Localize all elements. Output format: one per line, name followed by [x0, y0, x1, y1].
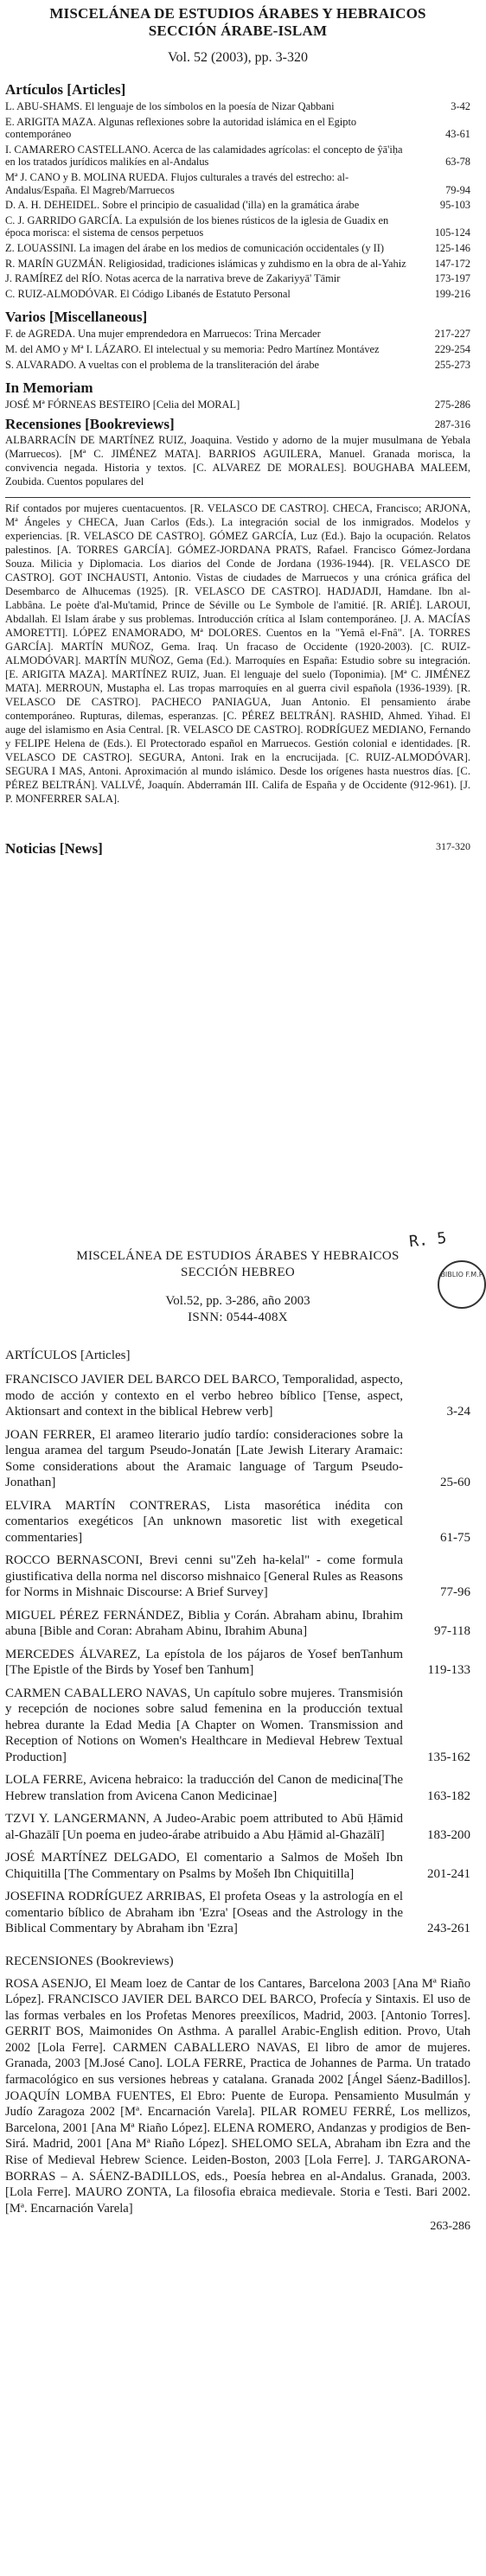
toc-entry-pages: 275-286 [434, 399, 470, 411]
toc-entry [5, 1647, 470, 1679]
toc-entry [5, 1553, 470, 1601]
articles-list [0, 100, 476, 300]
toc-entry-text: MERCEDES ÁLVAREZ, La epístola de los pájaros de Yosef benTanhum [The Epistle of the Birds by Yosef ben Tanhum] [5, 1647, 403, 1677]
issn: ISNN: 0544-408X [188, 1310, 288, 1324]
toc-entry-text: L. ABU-SHAMS. El lenguaje de los símbolos en la poesía de Nizar Qabbani [5, 100, 335, 112]
toc-entry-text: F. de AGREDA. Una mujer emprendedora en Marruecos: Trina Mercader [5, 328, 321, 341]
toc-entry-pages: 229-254 [434, 342, 470, 355]
toc-entry-text: MIGUEL PÉREZ FERNÁNDEZ, Biblia y Corán. Abraham abinu, Ibrahim abuna [Bible and Coran: Abraham Abinu, Ibrahim Abuna] [5, 1608, 403, 1638]
toc-entry [5, 100, 470, 113]
toc-entry-text: JOSÉ Mª FÓRNEAS BESTEIRO [Celia del MORAL] [5, 399, 240, 411]
handwritten-stamp: R. 5 [407, 1228, 447, 1252]
toc-entry-pages: 3-42 [451, 100, 470, 112]
toc-entry-pages: 43-61 [445, 128, 470, 141]
toc-entry-text: J. RAMÍREZ del RÍO. Notas acerca de la narrativa breve de Zakariyyā' Tāmir [5, 272, 341, 285]
toc-entry [5, 1608, 470, 1640]
toc-entry [5, 1498, 470, 1546]
toc-entry-text: JOAN FERRER, El arameo literario judío tardío: consideraciones sobre la lengua aramea del targum Pseudo-Jonatán [Late Jewish Literary Aramaic: Some considerations about the Aramaic language of Targum Pseudo-Jonathan] [5, 1427, 403, 1489]
toc-entry-text: ELVIRA MARTÍN CONTRERAS, Lista masorética inédita con comentarios exegéticos [An unknown masoretic list with exegetical commentaries] [5, 1498, 403, 1545]
toc-entry [5, 171, 470, 196]
toc-entry-pages: 183-200 [427, 1827, 470, 1842]
toc-entry-pages: 25-60 [440, 1476, 470, 1489]
articles-list [0, 1372, 476, 1937]
toc-entry-pages: 217-227 [434, 328, 470, 341]
toc-entry-text: R. MARÍN GUZMÁN. Religiosidad, tradiciones islámicas y zuhdismo en la obra de al-Yahiz [5, 257, 406, 270]
toc-entry [5, 143, 470, 169]
toc-entry [5, 1772, 470, 1804]
section-title: SECCIÓN ÁRABE-ISLAM [148, 22, 328, 39]
recensiones-header: Recensiones [Bookreviews] [5, 415, 175, 432]
toc-entry [5, 359, 470, 372]
toc-entry [5, 242, 470, 255]
recensiones-text-part1: ALBARRACÍN DE MARTÍNEZ RUIZ, Joaquina. Vestido y adorno de la mujer musulmana de Yebala (Marruecos). [Mª C. JIMÉNEZ MATA]. BARRIOS AGUILERA, Manuel. Granada morisca, la convivencia negada. Historia y textos. [C. ALVAREZ DE MORALES]. BOUGHABA MALEEM, Zoubida. Cuentos populares del [5, 434, 470, 488]
toc-entry-text: C. J. GARRIDO GARCÍA. La expulsión de los bienes rústicos de la iglesia de Guadix en época morisca: el sistema de censos perpetuos [5, 214, 389, 239]
toc-entry-pages: 199-216 [434, 287, 470, 300]
varios-list [0, 328, 476, 371]
toc-entry-text: ROCCO BERNASCONI, Brevi cenni su"Zeh ha-kelal" - come formula giustificativa della norma nel discorso mishnaico [General Rules as Reasons for Norms in Mishnaic Discourse: A Brief Survey] [5, 1553, 403, 1599]
toc-entry-pages: 173-197 [434, 272, 470, 285]
toc-entry-pages: 95-103 [439, 199, 470, 212]
toc-entry-pages: 61-75 [440, 1530, 470, 1545]
toc-entry-pages: 243-261 [427, 1922, 470, 1935]
toc-entry [5, 399, 470, 411]
toc-entry [5, 258, 470, 271]
toc-entry-pages: 79-94 [445, 183, 470, 196]
toc-entry-pages: 135-162 [427, 1750, 470, 1764]
toc-entry [5, 1372, 470, 1420]
recensiones-text: ROSA ASENJO, El Meam loez de Cantar de los Cantares, Barcelona 2003 [Ana Mª Riaño López]. FRANCISCO JAVIER DEL BARCO DEL BARCO, Profecía y Sintaxis. El uso de las formas verbales en los Profetas Menores preexílicos, Madrid, 2003. [Antonio Torres]. GERRIT BOS, Maimonides On Asthma. A parallel Arabic-English edition. Provo, Utah 2002 [Lola Ferre]. CARMEN CABALLERO NAVAS, El libro de amor de mujeres. Granada, 2003 [M.José Cano]. LOLA FERRE, Practica de Johannes de Parma. Un tratado farmacológico en sus versiones hebreas y catalana. Granada 2002 [Ángel Sáenz-Badillos]. JOAQUÍN LOMBA FUENTES, El Ebro: Puente de Europa. Pensamiento Musulmán y Judío Zaragoza 2002 [Mª. Encarnación Varela]. PILAR ROMEU FERRÉ, Los mellizos, Barcelona, 2001 [Ana Mª Riaño López]. ELENA ROMERO, Andanzas y prodigios de Ben-Sirá. Madrid, 2001 [Ana Mª Riaño López]. SHELOMO SELA, Abraham ibn Ezra and the Rise of Medieval Hebrew Science. Leiden-Boston, 2003 [Lola Ferre]. J. TARGARONA-BORRAS – A. SÁENZ-BADILLOS, eds., Poesía hebrea en al-Andalus. Granada, 2003. [Lola Ferre]. MAURO ZONTA, La filosofia ebraica medievale. Storia e Testi. Bari 2002. [Mª. Encarnación Varela] [5, 1976, 470, 2216]
toc-entry-text: JOSÉ MARTÍNEZ DELGADO, El comentario a Salmos de Mošeh Ibn Chiquitilla [The Commentary on Psalms by Mošeh Ibn Chiquitilla] [5, 1851, 403, 1881]
notices-header: Noticias [News] [5, 840, 103, 858]
arabic-islam-toc-page [0, 0, 476, 1210]
volume-info: Vol.52, pp. 3-286, año 2003 [165, 1294, 310, 1308]
toc-entry [5, 272, 470, 285]
toc-entry [5, 1889, 470, 1937]
toc-entry-text: Z. LOUASSINI. La imagen del árabe en los medios de comunicación occidentales (y II) [5, 241, 384, 254]
volume-info: Vol. 52 (2003), pp. 3-320 [168, 50, 308, 65]
toc-entry-pages: 163-182 [427, 1789, 470, 1803]
toc-entry-pages: 201-241 [427, 1866, 470, 1881]
toc-entry [5, 1686, 470, 1766]
toc-entry [5, 288, 470, 301]
library-seal-icon [438, 1260, 486, 1309]
toc-entry-text: D. A. H. DEHEIDEL. Sobre el principio de casualidad ('illa) en la gramática árabe [5, 199, 360, 212]
toc-entry-text: C. RUIZ-ALMODÓVAR. El Código Libanés de Estatuto Personal [5, 287, 291, 300]
journal-title: MISCELÁNEA DE ESTUDIOS ÁRABES Y HEBRAICOS [76, 1249, 400, 1263]
toc-entry [5, 1811, 470, 1843]
toc-entry-text: FRANCISCO JAVIER DEL BARCO DEL BARCO, Temporalidad, aspecto, modo de acción y contexto en el verbo hebreo bíblico [Tense, aspect, Aktionsart and context in the biblical Hebrew verb] [5, 1373, 403, 1419]
articles-header: ARTÍCULOS [Articles] [5, 1349, 131, 1362]
memoriam-list [0, 399, 476, 411]
section-title: SECCIÓN HEBREO [180, 1266, 296, 1279]
toc-entry-text: S. ALVARADO. A vueltas con el problema de la transliteración del árabe [5, 358, 320, 371]
toc-entry-pages: 3-24 [446, 1405, 470, 1419]
toc-entry [5, 199, 470, 212]
toc-entry-pages: 77-96 [440, 1585, 470, 1599]
toc-entry-text: M. del AMO y Mª I. LÁZARO. El intelectual y su memoria: Pedro Martínez Montávez [5, 342, 380, 355]
recensiones-pages: 263-286 [430, 2220, 470, 2234]
varios-header: Varios [Miscellaneous] [5, 309, 148, 326]
recensiones-header: RECENSIONES (Bookreviews) [5, 1954, 174, 1968]
toc-entry [5, 328, 470, 341]
toc-entry-text: E. ARIGITA MAZA. Algunas reflexiones sobre la autoridad islámica en el Egipto contemporáneo [5, 115, 357, 141]
toc-entry-text: I. CAMARERO CASTELLANO. Acerca de las calamidades agrícolas: el concepto de ŷā'iḥa en los tratados jurídicos malikíes en al-Andalus [5, 143, 403, 169]
toc-entry-text: TZVI Y. LANGERMANN, A Judeo-Arabic poem attributed to Abū Ḥāmid al-Ghazālī [Un poema en judeo-árabe atribuido a Abu Ḥāmid al-Ghazālī] [5, 1812, 403, 1842]
toc-entry [5, 116, 470, 141]
toc-entry-pages: 63-78 [445, 156, 470, 169]
toc-entry-text: CARMEN CABALLERO NAVAS, Un capítulo sobre mujeres. Transmisión y recepción de nociones sobre salud femenina en la producción textual hebrea durante la Edad Media [A Chapter on Women. Transmission and Reception of Notions on Women's Healthcare in Medieval Hebrew Textual Production] [5, 1686, 403, 1764]
toc-entry-text: JOSEFINA RODRÍGUEZ ARRIBAS, El profeta Oseas y la astrología en el comentario bíblico de Abraham ibn 'Ezra' [Oseas and the Astrology in the Biblical Commentary by Abraham ibn 'Ezra] [5, 1890, 403, 1935]
seal-text: BIBLIO F.M.P [440, 1271, 483, 1278]
toc-entry-pages: 119-133 [427, 1663, 470, 1677]
journal-title: MISCELÁNEA DE ESTUDIOS ÁRABES Y HEBRAICOS [49, 5, 426, 22]
toc-entry [5, 1850, 470, 1882]
recensiones-heading-row [0, 415, 476, 432]
toc-entry-pages: 255-273 [434, 358, 470, 371]
notices-pages: 317-320 [436, 840, 470, 853]
toc-entry-pages: 105-124 [434, 226, 470, 239]
recensiones-pages: 287-316 [434, 418, 470, 430]
toc-entry [5, 214, 470, 239]
notices-row [0, 840, 476, 858]
toc-entry-text: LOLA FERRE, Avicena hebraico: la traducción del Canon de medicina[The Hebrew translation from Avicena Canon Medicinae] [5, 1773, 403, 1803]
toc-entry-text: Mª J. CANO y B. MOLINA RUEDA. Flujos culturales a través del estrecho: al-Andalus/España. El Magreb/Marruecos [5, 170, 349, 196]
toc-entry [5, 343, 470, 356]
memoriam-header: In Memoriam [5, 379, 93, 397]
hebrew-toc-page [0, 1210, 483, 2576]
toc-entry [5, 1427, 470, 1491]
articles-header: Artículos [Articles] [5, 81, 126, 98]
toc-entry-pages: 97-118 [434, 1624, 470, 1638]
recensiones-text-part2: Rif contados por mujeres cuentacuentos. [R. VELASCO DE CASTRO]. CHECA, Francisco; ARJONA, Mª Ángeles y CHECA, Juan Carlos (Eds.). La integración social de los inmigrados. Modelos y experiencias. [R. VELASCO DE CASTRO]. GÓMEZ GARCÍA, Luz (Ed.). Bajo la ocupación. Relatos palestinos. [A. TORRES GARCÍA]. GÓMEZ-JORDANA PRATS, Rafael. Francisco Gómez-Jordana Souza. Milicia y Diplomacia. Los diarios del Conde de Jordana (1936-1944). [R. VELASCO DE CASTRO]. GOT INCHAUSTI, Antonio. Vistas de ciudades de Marruecos y una crónica gráfica del Desembarco de Alhucemas (1925). [R. VELASCO DE CASTRO]. HADJADJI, Hamdane. Ibn al-Labbâna. Le poète d'al-Mu'tamid, Prince de Séville ou Le Symbole de l'amitié. [R. ARIÉ]. LAROUI, Abdallah. El Islam árabe y sus problemas. Introducción crítica al Islam contemporáneo. [J. A. MACÍAS AMORETTI]. LÓPEZ ENAMORADO, Mª DOLORES. Cuentos en la "Yemâ el-Fnâ". [A. TORRES GARCÍA]. MARTÍN MUÑOZ, Gema. Iraq. Un fracaso de Occidente (1920-2003). [C. RUIZ-ALMODÓVAR]. MARTÍN MUÑOZ, Gema (Ed.). Marroquíes en España: Estudio sobre su integración. [E. ARIGITA MAZA]. MARTÍNEZ RUIZ, Juan. El lenguaje del suelo (Toponimia). [Mª C. JIMÉNEZ MATA]. MERROUN, Mustapha el. Las tropas marroquíes en al guerra civil española (1936-1939). [R. VELASCO DE CASTRO]. PACHECO PANIAGUA, Juan Antonio. El pensamiento árabe contemporáneo. Rupturas, dilemas, esperanzas. [C. PÉREZ BELTRÁN]. RASHID, Ahmed. Yihad. El auge del islamismo en Asia Central. [R. VELASCO DE CASTRO]. RODRÍGUEZ MEDIANO, Fernando y FELIPE Helena de (Eds.). El Protectorado español en Marruecos. Gestión colonial e identidades. [R. VELASCO DE CASTRO]. SEGURA, Antoni. Irak en la encrucijada. [C. RUIZ-ALMODÓVAR]. SEGURA I MAS, Antoni. Aproximación al mundo islámico. Desde los orígenes hasta nuestros días. [C. PÉREZ BELTRÁN]. VALLVÉ, Joaquín. Abderramán III. Califa de España y de Occidente (912-961). [J. P. MONFERRER SALA]. [5, 502, 470, 806]
toc-entry-pages: 125-146 [434, 241, 470, 254]
column-divider [5, 497, 470, 498]
toc-entry-pages: 147-172 [434, 257, 470, 270]
